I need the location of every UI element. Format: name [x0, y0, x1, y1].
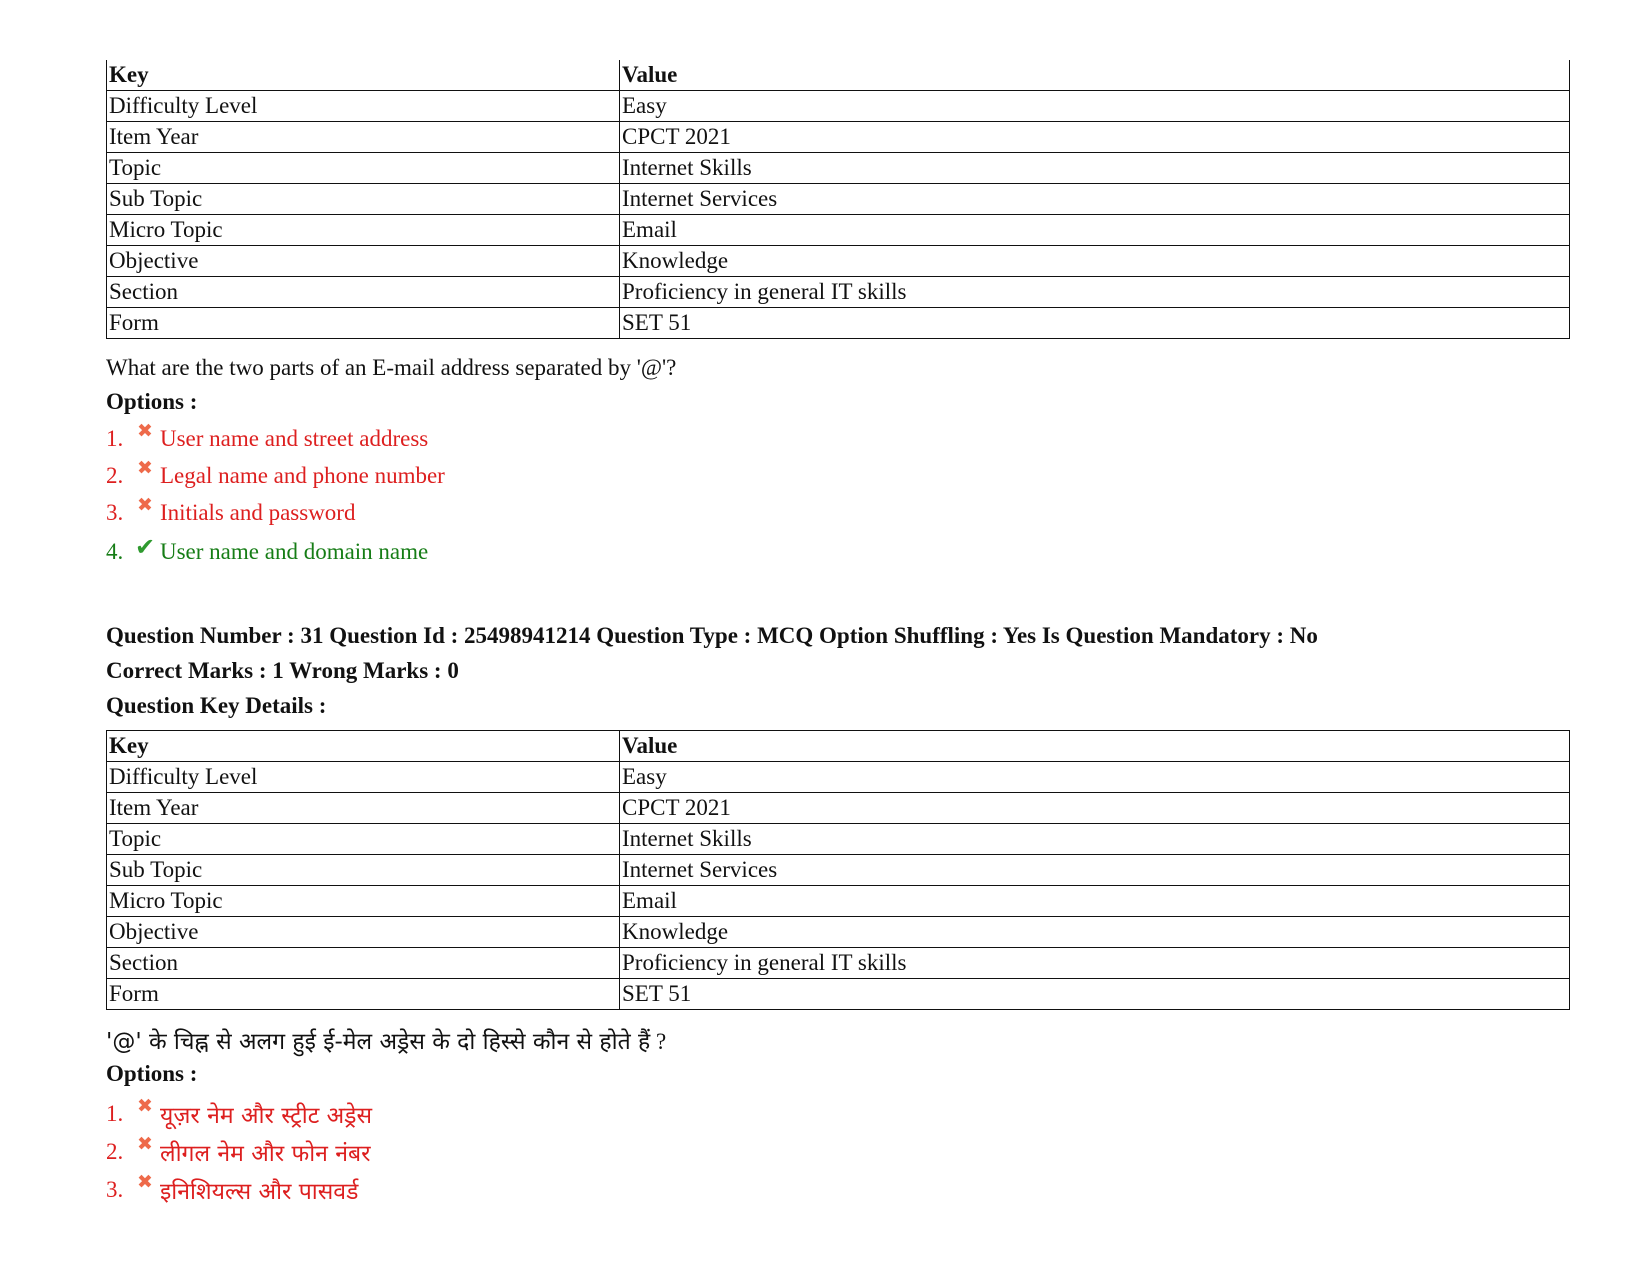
option-number: 3.: [106, 500, 124, 525]
options-label: Options :: [106, 389, 198, 414]
cross-icon: ✖: [137, 1133, 153, 1155]
table-row: [107, 308, 1570, 339]
row-key: Section: [107, 948, 620, 979]
row-key: Item Year: [107, 122, 620, 153]
row-value: SET 51: [620, 979, 1570, 1010]
table-header-row: [107, 60, 1570, 91]
option-number: 2.: [106, 463, 124, 488]
table-row: [107, 948, 1570, 979]
row-key: Objective: [107, 246, 620, 277]
table-row: [107, 824, 1570, 855]
table-row: [107, 762, 1570, 793]
row-value: Easy: [620, 762, 1570, 793]
row-value: Proficiency in general IT skills: [620, 277, 1570, 308]
row-key: Topic: [107, 824, 620, 855]
key-header: Key: [107, 60, 620, 91]
row-key: Micro Topic: [107, 215, 620, 246]
option-number: 2.: [106, 1139, 124, 1164]
option-text: User name and street address: [160, 426, 429, 451]
option-4: [106, 537, 428, 566]
row-value: Internet Skills: [620, 824, 1570, 855]
question-text-hindi: [106, 1024, 666, 1056]
option-3: [106, 1171, 359, 1206]
option-1: [106, 420, 429, 452]
option-2: [106, 457, 445, 489]
row-key: Difficulty Level: [107, 762, 620, 793]
option-number: 1.: [106, 1101, 124, 1126]
value-header: Value: [620, 731, 1570, 762]
table-row: [107, 215, 1570, 246]
row-key: Sub Topic: [107, 184, 620, 215]
row-value: Internet Services: [620, 184, 1570, 215]
row-key: Topic: [107, 153, 620, 184]
table-row: [107, 122, 1570, 153]
row-key: Form: [107, 308, 620, 339]
table-row: [107, 917, 1570, 948]
option-3: [106, 494, 356, 526]
question-key-table-1: [106, 60, 1570, 339]
cross-icon: ✖: [137, 494, 153, 516]
table-row: [107, 91, 1570, 122]
key-details-label: Question Key Details :: [106, 693, 327, 718]
table-row: [107, 793, 1570, 824]
row-key: Micro Topic: [107, 886, 620, 917]
row-value: SET 51: [620, 308, 1570, 339]
option-text: Initials and password: [160, 500, 356, 525]
table-row: [107, 246, 1570, 277]
option-number: 1.: [106, 426, 124, 451]
question-meta-line: Question Number : 31 Question Id : 25498941214 Question Type : MCQ Option Shuffling : Yes Is Question Mandatory : No: [106, 623, 1318, 648]
marks-line: Correct Marks : 1 Wrong Marks : 0: [106, 658, 459, 683]
row-key: Form: [107, 979, 620, 1010]
option-text: Legal name and phone number: [160, 463, 445, 488]
table-row: [107, 979, 1570, 1010]
option-text: इनिशियल्स और पासवर्ड: [160, 1179, 359, 1205]
row-value: Knowledge: [620, 246, 1570, 277]
question-text: What are the two parts of an E-mail address separated by '@'?: [106, 355, 677, 380]
cross-icon: ✖: [137, 420, 153, 442]
options-label: Options :: [106, 1061, 198, 1086]
table-row: [107, 277, 1570, 308]
row-value: CPCT 2021: [620, 793, 1570, 824]
table-header-row: [107, 731, 1570, 762]
row-value: Email: [620, 215, 1570, 246]
option-text: लीगल नेम और फोन नंबर: [160, 1141, 371, 1167]
value-header: Value: [620, 60, 1570, 91]
row-key: Item Year: [107, 793, 620, 824]
table-row: [107, 153, 1570, 184]
table-row: [107, 855, 1570, 886]
row-key: Difficulty Level: [107, 91, 620, 122]
option-text: यूज़र नेम और स्ट्रीट अड्रेस: [160, 1103, 373, 1129]
row-key: Objective: [107, 917, 620, 948]
row-value: Internet Skills: [620, 153, 1570, 184]
option-text: User name and domain name: [160, 538, 429, 564]
row-value: Knowledge: [620, 917, 1570, 948]
cross-icon: ✖: [137, 457, 153, 479]
cross-icon: ✖: [137, 1171, 153, 1193]
option-number: 3.: [106, 1177, 124, 1202]
key-header: Key: [107, 731, 620, 762]
row-value: Internet Services: [620, 855, 1570, 886]
row-value: Easy: [620, 91, 1570, 122]
row-key: Sub Topic: [107, 855, 620, 886]
check-icon: ✔: [134, 535, 156, 561]
cross-icon: ✖: [137, 1095, 153, 1117]
row-value: CPCT 2021: [620, 122, 1570, 153]
row-value: Email: [620, 886, 1570, 917]
option-1: [106, 1095, 373, 1130]
table-row: [107, 184, 1570, 215]
question-text-main: '@' के चिह्न से अलग हुई ई-मेल अड्रेस के दो हिस्से कौन से होते हैं: [106, 1029, 651, 1055]
question-mark: ?: [655, 1029, 667, 1054]
option-2: [106, 1133, 371, 1168]
row-key: Section: [107, 277, 620, 308]
row-value: Proficiency in general IT skills: [620, 948, 1570, 979]
question-key-table-2: [106, 730, 1570, 1010]
option-number: 4.: [106, 538, 124, 564]
table-row: [107, 886, 1570, 917]
